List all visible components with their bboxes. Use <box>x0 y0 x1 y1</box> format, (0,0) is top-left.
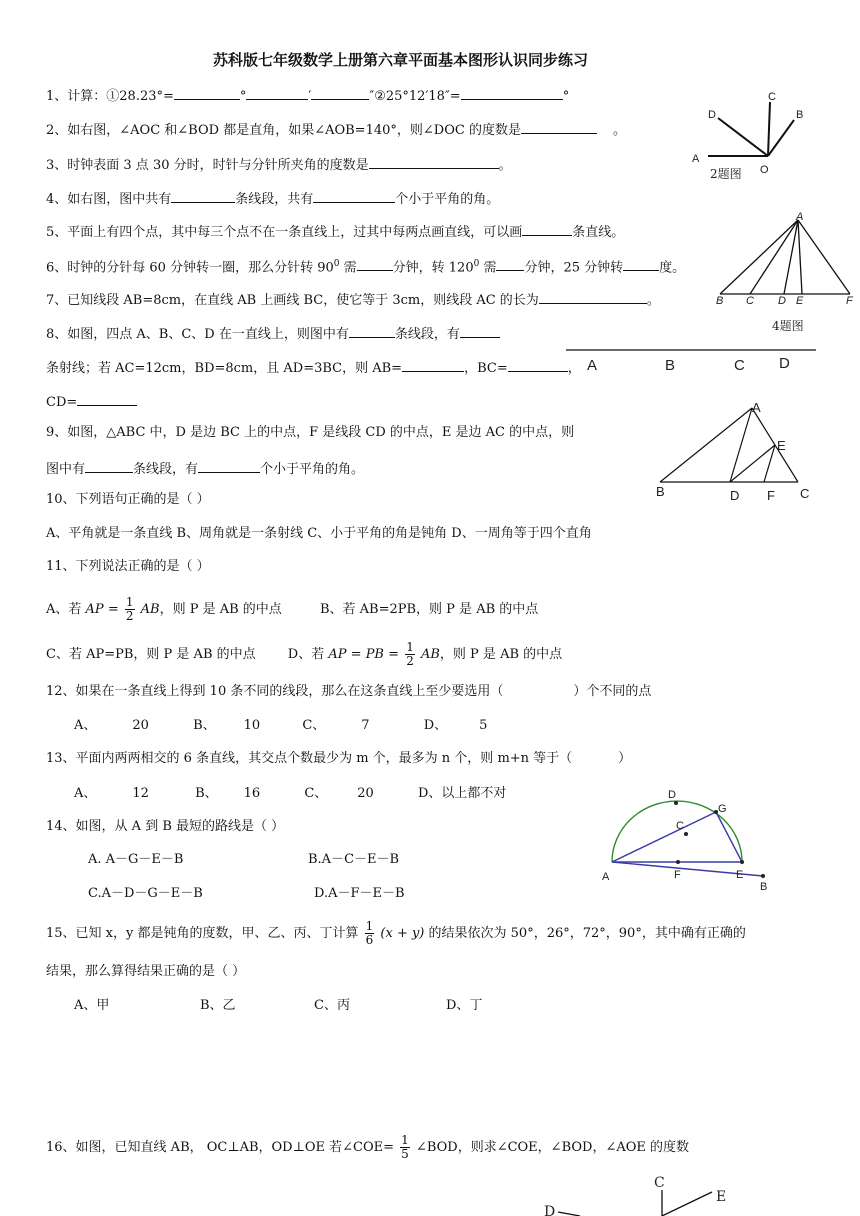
q13-text: 13、平面内两两相交的 6 条直线，其交点个数最少为 m 个，最多为 n 个，则 m+n 等于（ <box>46 751 573 766</box>
q11-d-ap: AP <box>328 647 347 662</box>
question-13 <box>46 751 631 767</box>
fraction-numerator: 1 <box>365 919 374 933</box>
figure-q14-semicircle <box>596 784 786 894</box>
point-d <box>674 801 678 805</box>
q9-text-4: 个小于平角的角。 <box>260 462 365 477</box>
q11-option-b: B、若 AB=2PB，则 P 是 AB 的中点 <box>319 602 539 617</box>
label-d: D <box>544 1204 556 1216</box>
label-b: B <box>760 881 768 893</box>
question-15-line-2: 结果，那么算得结果正确的是（ ） <box>46 964 246 979</box>
question-11-row-2 <box>46 641 562 668</box>
q16-fraction <box>400 1134 410 1161</box>
label-c: C <box>746 295 754 307</box>
q13-option-b-label: B、 <box>195 786 218 801</box>
q3-text-end: 。 <box>498 158 512 173</box>
figure-q16-lines <box>540 1170 740 1216</box>
q6-blank-1[interactable] <box>357 257 393 271</box>
q11-d-ab: AB <box>420 647 440 662</box>
q4-text: 4、如右图，图中共有 <box>46 192 172 207</box>
label-d: D <box>668 789 676 801</box>
label-d: D <box>779 355 790 372</box>
q11-d-fraction <box>405 641 415 668</box>
label-f: F <box>674 869 681 881</box>
q7-text-end: 。 <box>646 293 660 308</box>
ray-oe <box>662 1192 712 1216</box>
q12-option-a-value: 20 <box>132 718 149 733</box>
q1-blank-3[interactable] <box>311 86 369 100</box>
q4-blank-1[interactable] <box>171 189 235 203</box>
q1-blank-1[interactable] <box>174 86 240 100</box>
question-14: 14、如图，从 A 到 B 最短的路线是（ ） <box>46 819 285 834</box>
question-3 <box>46 155 512 174</box>
q11-option-d-label: D、若 <box>287 647 325 662</box>
q14-option-b: B.A－C－E－B <box>308 852 400 867</box>
q7-blank[interactable] <box>539 290 647 304</box>
q6-superscript-2: 0 <box>473 259 480 269</box>
q4-blank-2[interactable] <box>313 189 395 203</box>
label-e: E <box>716 1189 727 1205</box>
ray-od <box>558 1212 580 1216</box>
q8-blank-4[interactable] <box>508 358 568 372</box>
q6-superscript-1: 0 <box>333 259 340 269</box>
q11-d-pb: PB <box>365 647 384 662</box>
label-a: A <box>796 211 804 223</box>
question-9 <box>46 425 574 441</box>
q12-option-c-value: 7 <box>361 718 370 733</box>
q6-text-5: 分钟，25 分钟转 <box>524 260 624 276</box>
segment-ae <box>798 220 802 294</box>
q15-option-b: B、乙 <box>200 998 236 1013</box>
question-12 <box>46 684 651 700</box>
q1-text-end: ° <box>562 89 570 104</box>
question-10-options: A、平角就是一条直线 B、周角就是一条射线 C、小于平角的角是钝角 D、一周角等于四个直角 <box>46 526 592 541</box>
segment-ab <box>660 408 752 482</box>
q13-option-c-value: 20 <box>357 786 374 801</box>
q5-blank[interactable] <box>522 222 572 236</box>
q6-blank-3[interactable] <box>623 257 659 271</box>
question-7 <box>46 290 660 309</box>
q8-blank-2[interactable] <box>460 324 500 338</box>
q15-text: 15、已知 x，y 都是钝角的度数，甲、乙、丙、丁计算 <box>46 926 359 941</box>
q13-option-a-label: A、 <box>74 786 97 801</box>
question-10: 10、下列语句正确的是（ ） <box>46 492 210 507</box>
q6-text-3: 分钟，转 120 <box>392 260 474 276</box>
q11-d-rest: ，则 P 是 AB 的中点 <box>439 647 563 662</box>
segment-ad <box>730 408 752 482</box>
q15-fraction <box>365 920 375 947</box>
q3-text: 3、时钟表面 3 点 30 分时，时针与分针所夹角的度数是 <box>46 158 369 173</box>
q6-text-2: 需 <box>339 260 357 276</box>
segment-ef <box>764 445 775 482</box>
q1-text-minute: ′ <box>308 89 312 104</box>
q12-text: 12、如果在一条直线上得到 10 条不同的线段，那么在这条直线上至少要选用（ <box>46 684 504 699</box>
ray-oc <box>768 102 770 156</box>
q6-text: 6、时钟的分针每 60 分钟转一圈，那么分针转 90 <box>46 260 334 276</box>
q11-option-a-label: A、若 <box>46 602 82 617</box>
label-a: A <box>692 153 700 165</box>
q6-blank-2[interactable] <box>496 257 524 271</box>
label-b: B <box>716 295 724 307</box>
question-8-line-3 <box>46 392 137 411</box>
q15-text-2: 的结果依次为 50°，26°，72°，90°，其中确有正确的 <box>428 926 746 941</box>
label-b: B <box>796 109 804 121</box>
label-d: D <box>730 488 740 503</box>
question-13-options <box>74 786 506 802</box>
question-9-line-2 <box>46 459 364 478</box>
q1-text-part2: ″②25°12′18″= <box>369 89 461 104</box>
q6-text-4: 需 <box>479 260 497 276</box>
label-e: E <box>777 438 786 453</box>
q7-text: 7、已知线段 AB=8cm，在直线 AB 上画线 BC，使它等于 3cm，则线段 AC 的长为 <box>46 293 539 308</box>
label-g: G <box>718 803 727 815</box>
q2-text: 2、如右图，∠AOC 和∠BOD 都是直角，如果∠AOB=140°，则∠DOC 的度数是 <box>46 123 521 138</box>
figure-caption-q4: 4题图 <box>772 319 804 333</box>
q5-text-end: 条直线。 <box>572 225 625 240</box>
q11-a-eq: = <box>107 602 119 617</box>
question-15 <box>46 920 746 947</box>
label-f: F <box>846 295 853 307</box>
q5-text: 5、平面上有四个点，其中每三个点不在一条直线上，过其中每两点画直线，可以画 <box>46 225 523 240</box>
q12-option-c-label: C、 <box>302 718 326 733</box>
q9-text: 9、如图，△ABC 中，D 是边 BC 上的中点，F 是线段 CD 的中点，E 是边 AC 的中点，则 <box>46 425 575 440</box>
q15-option-a: A、甲 <box>74 998 110 1013</box>
q13-text-end: ） <box>618 751 632 766</box>
label-e: E <box>736 869 744 881</box>
question-2 <box>46 120 626 139</box>
label-c: C <box>654 1175 665 1191</box>
q12-option-a-label: A、 <box>74 718 97 733</box>
q8-text-3: 条射线；若 AC=12cm，BD=8cm，且 AD=3BC，则 AB= <box>46 361 403 376</box>
figure-q2-angles <box>684 84 814 184</box>
point-f <box>676 860 680 864</box>
label-e: E <box>796 295 804 307</box>
q9-blank-1[interactable] <box>85 459 133 473</box>
q8-blank-1[interactable] <box>349 324 395 338</box>
q1-text-degree: ° <box>239 89 247 104</box>
q14-option-a: A. A－G－E－B <box>88 852 184 867</box>
label-b: B <box>665 357 676 374</box>
q14-option-c: C.A－D－G－E－B <box>88 886 203 901</box>
fraction-numerator: 1 <box>125 595 134 609</box>
question-8 <box>46 324 500 343</box>
q15-option-d: D、丁 <box>446 998 483 1013</box>
ray-od <box>718 118 768 156</box>
q9-text-2: 图中有 <box>46 462 86 477</box>
q4-text-end: 个小于平角的角。 <box>395 192 500 207</box>
q1-text: 1、计算：①28.23°= <box>46 89 174 104</box>
q8-blank-3[interactable] <box>402 358 464 372</box>
fraction-denominator: 2 <box>125 609 134 623</box>
q13-option-d: D、以上都不对 <box>417 786 507 801</box>
question-16 <box>46 1134 689 1161</box>
figure-q9-triangle <box>650 398 820 508</box>
label-o: O <box>760 164 769 176</box>
label-c: C <box>734 357 745 374</box>
question-11: 11、下列说法正确的是（ ） <box>46 559 210 574</box>
fraction-denominator: 6 <box>365 933 374 947</box>
q11-option-c: C、若 AP=PB，则 P 是 AB 的中点 <box>46 647 256 662</box>
q11-d-eq1: = <box>350 647 362 662</box>
q9-text-3: 条线段，有 <box>133 462 199 477</box>
segment-de <box>730 445 775 482</box>
q8-text-5: ， <box>567 361 581 376</box>
question-11-row-1 <box>46 596 538 623</box>
q13-option-b-value: 16 <box>243 786 261 801</box>
q2-blank[interactable] <box>521 120 597 134</box>
label-f: F <box>767 488 775 503</box>
q12-option-d-label: D、 <box>423 718 448 733</box>
q14-option-d: D.A－F－E－B <box>314 886 405 901</box>
question-12-options <box>74 718 487 734</box>
fraction-denominator: 2 <box>406 654 414 668</box>
q11-a-ap: AP <box>85 602 104 617</box>
figure-caption-q2: 2题图 <box>710 167 742 181</box>
segment-af <box>798 220 850 294</box>
page-title: 苏科版七年级数学上册第六章平面基本图形认识同步练习 <box>213 51 589 69</box>
fraction-denominator: 5 <box>401 1147 409 1161</box>
q15-option-c: C、丙 <box>314 998 350 1013</box>
q13-option-c-label: C、 <box>304 786 328 801</box>
q11-a-rest: ，则 P 是 AB 的中点 <box>159 602 282 617</box>
label-c: C <box>768 91 776 103</box>
figure-q8-line <box>560 340 820 380</box>
q9-blank-2[interactable] <box>198 459 260 473</box>
point-b <box>761 874 765 878</box>
fraction-numerator: 1 <box>406 640 414 654</box>
ray-ob <box>768 120 794 156</box>
q16-text: 16、如图，已知直线 AB， OC⊥AB，OD⊥OE 若∠COE= <box>46 1140 394 1155</box>
question-4 <box>46 189 499 208</box>
q11-d-eq2: = <box>388 647 400 662</box>
label-a: A <box>587 357 598 374</box>
q13-option-a-value: 12 <box>132 786 149 801</box>
label-a: A <box>602 871 610 883</box>
q8-text: 8、如图，四点 A、B、C、D 在一直线上，则图中有 <box>46 327 349 342</box>
point-e <box>740 860 744 864</box>
q16-text-2: ∠BOD，则求∠COE，∠BOD，∠AOE 的度数 <box>415 1140 690 1155</box>
q12-text-end: ）个不同的点 <box>573 684 652 699</box>
label-c: C <box>800 486 810 501</box>
q8-text-6: CD= <box>46 395 78 410</box>
q8-text-4: ，BC= <box>464 361 508 376</box>
q12-option-b-label: B、 <box>193 718 216 733</box>
q15-expression: (x + y) <box>380 926 425 941</box>
segment-ag <box>612 812 716 862</box>
fraction-numerator: 1 <box>401 1133 409 1147</box>
label-d: D <box>778 295 786 307</box>
question-6 <box>46 256 685 276</box>
q8-text-2: 条线段，有 <box>394 327 460 342</box>
point-c <box>684 832 688 836</box>
q2-text-end: 。 <box>612 123 626 138</box>
segment-eg <box>716 812 742 862</box>
q12-option-b-value: 10 <box>243 718 261 733</box>
q11-a-ab: AB <box>140 602 160 617</box>
label-c: C <box>676 820 684 832</box>
q3-blank[interactable] <box>369 155 499 169</box>
q4-text-mid: 条线段，共有 <box>235 192 314 207</box>
figure-q4-triangle <box>710 210 860 340</box>
label-b: B <box>656 484 665 499</box>
q11-a-fraction <box>125 596 135 623</box>
q1-blank-4[interactable] <box>461 86 563 100</box>
question-5 <box>46 222 624 241</box>
question-1 <box>46 86 569 105</box>
q1-blank-2[interactable] <box>246 86 308 100</box>
question-8-line-2 <box>46 358 581 377</box>
q8-blank-5[interactable] <box>77 392 137 406</box>
label-d: D <box>708 109 716 121</box>
label-a: A <box>752 400 761 415</box>
q12-option-d-value: 5 <box>479 718 488 733</box>
q6-text-end: 度。 <box>659 260 686 276</box>
